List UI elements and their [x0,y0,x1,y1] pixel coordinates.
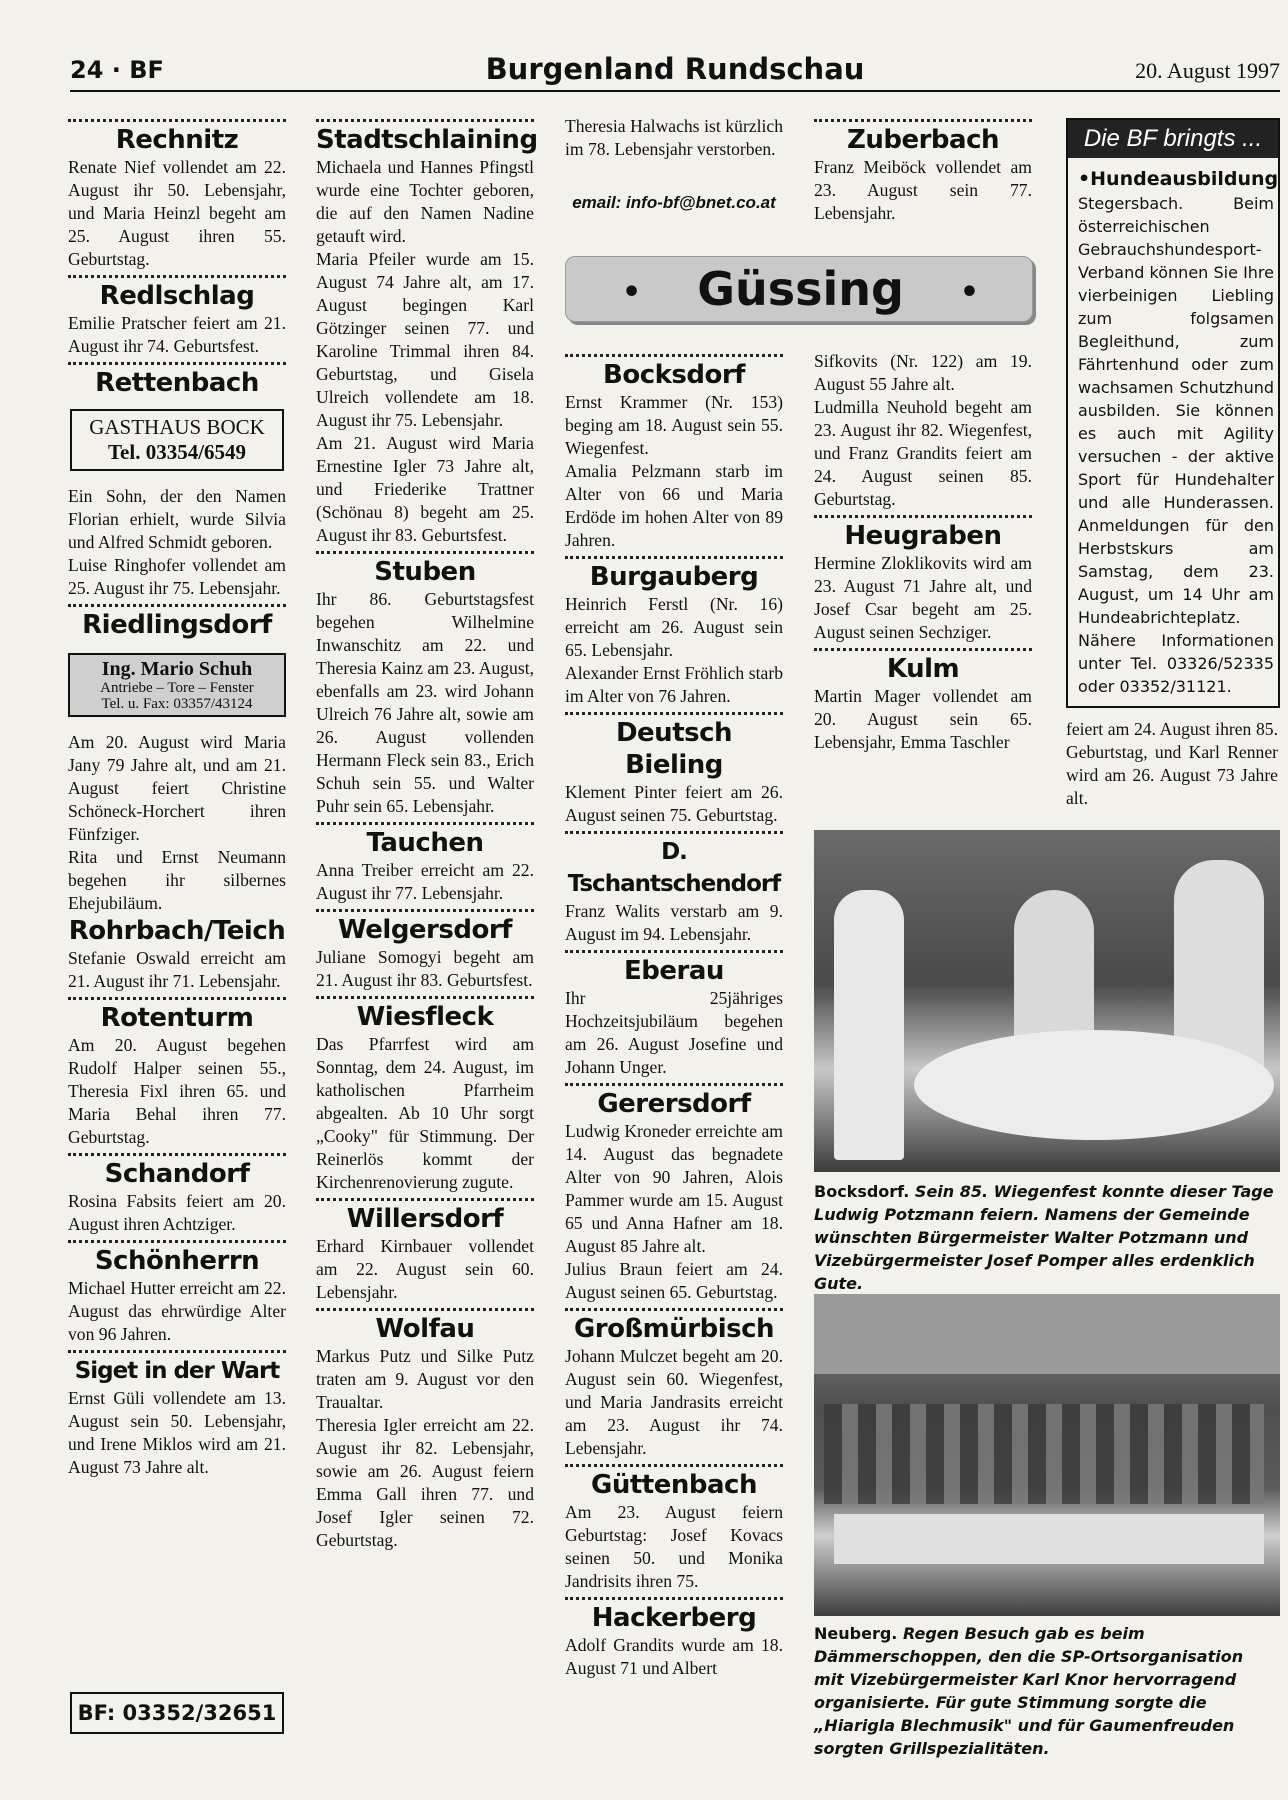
article-text: Adolf Grandits wurde am 18. August 71 und Albert [565,1635,783,1678]
article-text: Ludmilla Neuhold begeht am 23. August ihr 82. Wiegenfest, und Franz Grandits feiert am 24. August seinen 85. Geburtstag. [814,397,1032,509]
article-text: Heinrich Ferstl (Nr. 16) erreicht am 26. August sein 65. Lebensjahr. [565,594,783,660]
column-3 [565,350,783,1680]
article-text: Markus Putz und Silke Putz traten am 9. August vor den Traualtar. [316,1346,534,1412]
article-text: Stefanie Oswald erreicht am 21. August ihr 71. Lebensjahr. [68,948,286,991]
section-title: Güssing [697,262,904,316]
dotted-divider [565,354,783,357]
dotted-divider [68,275,286,278]
caption-text: Regen Besuch gab es beim Dämmerschoppen, den die SP-Ortsorganisation mit Vizebürgermeister Karl Knor hervorragend organisierte. Für gute Stimmung sorgte die „Hiarigla Blechmusik" und für Gaumenfreuden sorgten Grillspezialitäten. [814,1624,1244,1758]
article-text: Ernst Krammer (Nr. 153) beging am 18. August sein 55. Wiegenfest. [565,392,783,458]
article-text: Martin Mager vollendet am 20. August sein 65. Lebensjahr, Emma Taschler [814,686,1032,752]
dotted-divider [316,996,534,999]
dotted-divider [814,515,1032,518]
article-text: Klement Pinter feiert am 26. August seinen 75. Geburtstag. [565,782,783,825]
place-heading: Zuberbach [846,125,999,155]
article-text: Maria Pfeiler wurde am 15. August 74 Jahre alt, am 17. August begingen Karl Götzinger seinen 77. und Karoline Trimmal ihren 84. Geburtstag, und Gisela Ulreich vollendete am 18. August ihr 75. Lebensjahr. [316,249,534,430]
article-text: Am 23. August feiern Geburtstag: Josef Kovacs seinen 50. und Monika Jandrisits ihren 75. [565,1502,783,1591]
place-heading: Stuben [374,557,476,587]
bullet-icon: • [622,274,642,310]
dotted-divider [565,1597,783,1600]
page-header [70,52,1280,92]
column-3-top [565,115,783,213]
article-text: Ein Sohn, der den Namen Florian erhielt, wurde Silvia und Alfred Schmidt geboren. [68,486,286,552]
article-text: Franz Meiböck vollendet am 23. August sein 77. Lebensjahr. [814,157,1032,223]
place-heading: Wolfau [375,1314,475,1344]
article-text: Ihr 86. Geburtstagsfest begehen Wilhelmine Inwanschitz am 22. und Theresia Kainz am 23. August, ebenfalls am 23. wird Johann Ulreich 76 Jahre alt, sowie am 26. August vollenden Hermann Fleck sein 83., Erich Schuh sein 55. und Walter Puhr sein 65. Lebensjahr. [316,589,534,816]
place-heading: Güttenbach [591,1470,757,1500]
article-text: Rosina Fabsits feiert am 20. August ihren Achtziger. [68,1191,286,1234]
article-text: Anna Treiber erreicht am 22. August ihr 77. Lebensjahr. [316,860,534,903]
place-heading: Willersdorf [346,1204,504,1234]
article-text: Juliane Somogyi begeht am 21. August ihr 83. Geburtsfest. [316,947,534,990]
column-1 [68,115,286,1479]
crowd-shape [824,1404,1264,1504]
article-text: Am 20. August wird Maria Jany 79 Jahre alt, und am 21. August feiert Christine Schöneck-Horchert ihren Fünfziger. [68,732,286,844]
ad-name: Ing. Mario Schuh [101,658,253,680]
photo-caption [814,1622,1274,1760]
bf-phone-box: BF: 03352/32651 [70,1692,284,1734]
place-heading: Burgauberg [589,562,759,592]
dotted-divider [68,1153,286,1156]
dotted-divider [316,822,534,825]
caption-text: Sein 85. Wiegenfest konnte dieser Tage Ludwig Potzmann feiern. Namens der Gemeinde wünschten Bürgermeister Walter Potzmann und Vizebürgermeister Josef Pomper alles erdenklich Gute. [814,1182,1274,1293]
place-heading: Rohrbach/Teich [68,916,286,946]
place-heading: Welgersdorf [338,915,512,945]
column-4 [814,350,1032,754]
article-text: Luise Ringhofer vollendet am 25. August ihr 75. Lebensjahr. [68,555,286,598]
place-heading: Riedlingsdorf [82,610,272,640]
place-heading: Schandorf [104,1159,250,1189]
article-text: feiert am 24. August ihren 85. Geburtstag, und Karl Renner wird am 26. August 73 Jahre alt. [1066,719,1278,808]
place-heading: Eberau [624,956,724,986]
article-text: Michaela und Hannes Pfingstl wurde eine Tochter geboren, die auf den Namen Nadine getauft wird. [316,157,534,246]
dotted-divider [565,1083,783,1086]
article-text: Das Pfarrfest wird am Sonntag, dem 24. August, im katholischen Pfarrheim abgealten. Ab 10 Uhr sorgt „Cooky" für Stimmung. Der Reinerlös kommt der Kirchenrenovierung zugute. [316,1034,534,1192]
article-text: Am 20. August begehen Rudolf Halper seinen 55., Theresia Fixl ihren 65. und Maria Behal ihren 77. Geburtstag. [68,1035,286,1147]
newspaper-title: Burgenland Rundschau [485,52,865,86]
ad-services: Antriebe – Tore – Fenster [100,680,254,696]
place-heading: Schönherrn [94,1246,260,1276]
dotted-divider [565,712,783,715]
article-text: Emilie Pratscher feiert am 21. August ihr 74. Geburtsfest. [68,313,286,356]
ad-name: GASTHAUS BOCK [89,415,265,439]
table-shape [834,1514,1264,1564]
column-2 [316,115,538,1552]
dotted-divider [68,1240,286,1243]
issue-date: 20. August 1997 [1135,58,1280,83]
place-heading: Heugraben [844,521,1002,551]
article-text: Michael Hutter erreicht am 22. August das ehrwürdige Alter von 96 Jahren. [68,1278,286,1344]
email-address[interactable]: email: info-bf@bnet.co.at [572,193,776,212]
column-5-continued [1066,718,1278,810]
caption-lead: Bocksdorf. [814,1182,910,1201]
sidebar-title: •Hundeausbildung [1078,168,1279,190]
person-shape [834,890,904,1160]
dotted-divider [68,362,286,365]
place-heading: Gerersdorf [597,1089,751,1119]
article-text: Theresia Igler erreicht am 22. August ihr 82. Lebensjahr, sowie am 26. August feiern Emma Gall ihren 77. und Josef Igler seinen 72. Geburtstag. [316,1415,534,1550]
building-shape [814,1294,1280,1374]
dotted-divider [316,909,534,912]
place-heading: Tauchen [366,828,484,858]
dotted-divider [565,831,783,834]
article-text: Ernst Güli vollendete am 13. August sein 50. Lebensjahr, und Irene Miklos wird am 21. August 73 Jahre alt. [68,1388,286,1477]
dotted-divider [814,119,1032,122]
article-text: Am 21. August wird Maria Ernestine Igler 73 Jahre alt, und Friederike Trattner (Schönau 8) begeht am 25. August ihr 83. Geburtsfest. [316,433,534,545]
bullet-icon: • [959,274,980,310]
dotted-divider [68,119,286,122]
sidebar-header: Die BF bringts ... [1068,120,1278,158]
place-heading: Großmürbisch [573,1314,775,1344]
dotted-divider [565,950,783,953]
article-text: Hermine Zloklikovits wird am 23. August 71 Jahre alt, und Josef Csar begeht am 25. August seinen Sechziger. [814,553,1032,642]
dotted-divider [68,1350,286,1353]
dotted-divider [565,1308,783,1311]
article-text: Theresia Halwachs ist kürzlich im 78. Lebensjahr verstorben. [565,116,783,159]
dotted-divider [316,1308,534,1311]
article-text: Julius Braun feiert am 24. August seinen 65. Geburtstag. [565,1259,783,1302]
photo-neuberg [814,1294,1280,1616]
ad-phone: Tel. 03354/6549 [107,440,247,464]
place-heading: Bocksdorf [603,360,745,390]
ad-phone: Tel. u. Fax: 03357/43124 [101,696,253,712]
article-text: Franz Walits verstarb am 9. August im 94. Lebensjahr. [565,901,783,944]
article-text: Ludwig Kroneder erreichte am 14. August das begnadete Alter von 90 Jahren, Alois Pammer wurde am 15. August 65 und Anna Hafner am 18. August 85 Jahre alt. [565,1121,783,1256]
article-text: Renate Nief vollendet am 22. August ihr 50. Lebensjahr, und Maria Heinzl begeht am 25. August ihren 55. Geburtstag. [68,157,286,269]
place-heading: D. Tschantschendorf [567,839,781,897]
photo-bocksdorf [814,830,1280,1172]
article-text: Erhard Kirnbauer vollendet am 22. August sein 60. Lebensjahr. [316,1236,534,1302]
dotted-divider [316,119,534,122]
place-heading: Kulm [886,654,960,684]
dotted-divider [68,997,286,1000]
article-text: Johann Mulczet begeht am 20. August sein 60. Wiegenfest, und Maria Jandrasits erreicht am 23. August ihr 74. Lebensjahr. [565,1346,783,1458]
article-text: Sifkovits (Nr. 122) am 19. August 55 Jahre alt. [814,351,1032,394]
place-heading: Wiesfleck [356,1002,494,1032]
dotted-divider [814,648,1032,651]
place-heading: Redlschlag [99,281,255,311]
sidebar-text: Stegersbach. Beim österreichischen Gebrauchshundesport-Verband können Sie Ihre vierbeinigen Liebling zum folgsamen Begleithund, zum Fährtenhund oder zum wachsamen Schutzhund ausbilden. Sie können es auch mit Agility versuchen - der aktive Sport für Hundehalter und alle Hunderassen. Anmeldungen für den Herbstskurs am Samstag, dem 23. August, um 14 Uhr am Hundeabrichteplatz. Nähere Informationen unter Tel. 03326/52335 oder 03352/31121. [1078,194,1274,696]
place-heading: Deutsch Bieling [615,718,733,780]
sidebar-box [1066,118,1280,708]
advertisement-box [70,409,284,471]
advertisement-box [68,653,286,717]
dotted-divider [565,1464,783,1467]
article-text: Amalia Pelzmann starb im Alter von 66 und Maria Erdöde im hohen Alter von 89 Jahren. [565,461,783,550]
table-shape [914,1030,1274,1140]
place-heading: Rettenbach [95,368,259,398]
place-heading: Siget in der Wart [74,1358,280,1384]
dotted-divider [68,604,286,607]
dotted-divider [316,1198,534,1201]
article-text: Rita und Ernst Neumann begehen ihr silbernes Ehejubiläum. [68,847,286,913]
article-text: Ihr 25jähriges Hochzeitsjubiläum begehen am 26. August Josefine und Johann Unger. [565,988,783,1077]
page-number: 24 · BF [70,56,164,84]
caption-lead: Neuberg. [814,1624,898,1643]
photo-caption [814,1180,1274,1295]
dotted-divider [565,556,783,559]
section-banner [565,256,1033,322]
column-4-top [814,115,1032,225]
place-heading: Hackerberg [591,1603,757,1633]
place-heading: Rechnitz [115,125,239,155]
dotted-divider [316,551,534,554]
article-text: Alexander Ernst Fröhlich starb im Alter von 76 Jahren. [565,663,783,706]
place-heading: Rotenturm [100,1003,254,1033]
place-heading: Stadtschlaining [316,125,538,155]
